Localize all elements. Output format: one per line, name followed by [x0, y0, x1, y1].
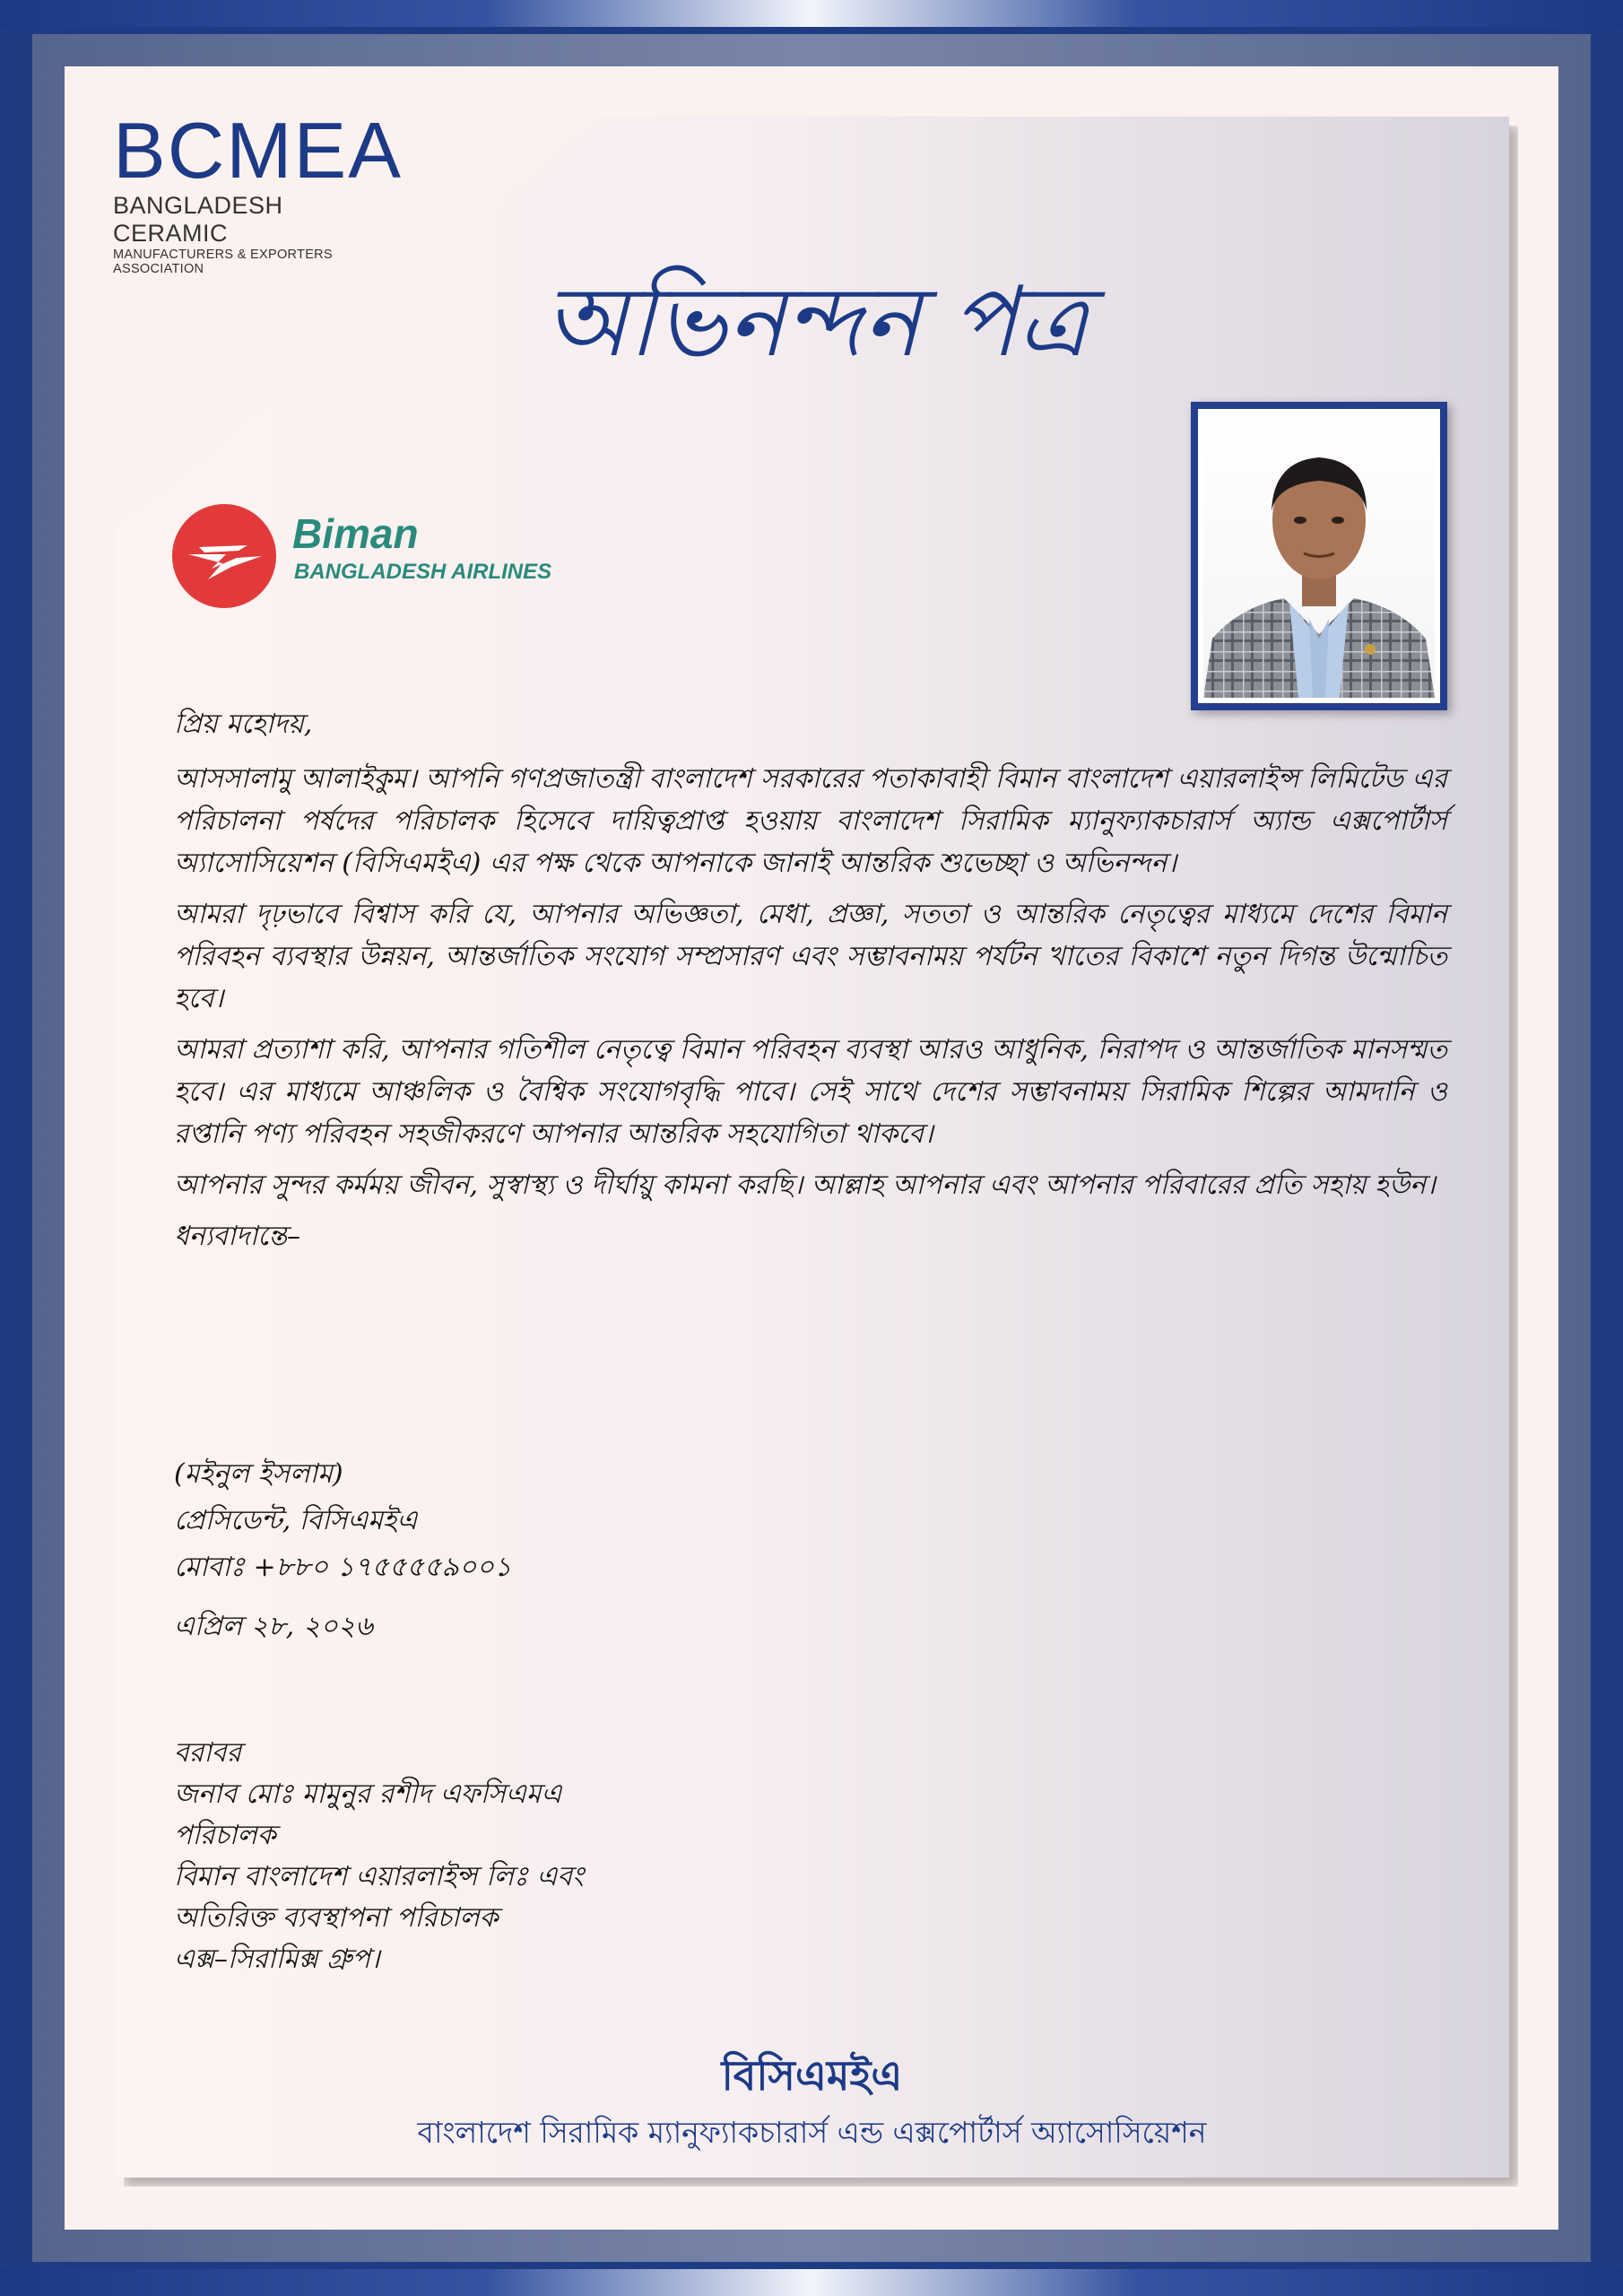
footer-org-full: বাংলাদেশ সিরামিক ম্যানুফ্যাকচারার্স এন্ড এক্সপোর্টার্স অ্যাসোসিয়েশন [417, 2115, 1207, 2150]
footer-org-short: বিসিএমইএ [721, 2051, 903, 2100]
recipient-line: বরাবর [174, 1737, 242, 1769]
letter-body [174, 703, 1447, 1266]
bcmea-logo-subname: MANUFACTURERS & EXPORTERS ASSOCIATION [113, 248, 333, 276]
biman-logo-circle [172, 504, 276, 608]
paragraph-3: আমরা প্রত্যাশা করি, আপনার গতিশীল নেতৃত্বে বিমান পরিবহন ব্যবস্থা আরও আধুনিক, নিরাপদ ও আন্তর্জাতিক মানসম্মত হবে। এর মাধ্যমে আঞ্চলিক ও বৈশ্বিক সংযোগবৃদ্ধি পাবে। সেই সাথে দেশের সম্ভাবনাময় সিরামিক শিল্পের আমদানি ও রপ্তানি পণ্য পরিবহন সহজীকরণে আপনার আন্তরিক সহযোগিতা থাকবে। [174, 1034, 1447, 1150]
paragraph-2: আমরা দৃঢ়ভাবে বিশ্বাস করি যে, আপনার অভিজ্ঞতা, মেধা, প্রজ্ঞা, সততা ও আন্তরিক নেতৃত্বের মাধ্যমে দেশের বিমান পরিবহন ব্যবস্থার উন্নয়ন, আন্তর্জাতিক সংযোগ সম্প্রসারণ এবং সম্ভাবনাময় পর্যটন খাতের বিকাশে নতুন দিগন্ত উন্মোচিত হবে। [174, 899, 1447, 1014]
salutation: প্রিয় মহোদয়, [174, 709, 313, 740]
portrait-photo [1203, 414, 1435, 698]
biman-logo-word: Biman [292, 510, 419, 557]
recipient-line: বিমান বাংলাদেশ এয়ারলাইন্স লিঃ এবং [174, 1861, 584, 1892]
top-border [0, 0, 1623, 27]
signature-block [174, 1451, 511, 1650]
signatory-mobile: মোবাঃ +৮৮০ ১৭৫৫৫৫৯০০১ [174, 1552, 512, 1583]
signatory-designation: প্রেসিডেন্ট, বিসিএমইএ [174, 1505, 418, 1536]
biman-logo [172, 504, 567, 610]
bcmea-logo-left: BC [113, 106, 227, 195]
biman-logo-sub: BANGLADESH AIRLINES [294, 560, 552, 584]
paragraph-4: আপনার সুন্দর কর্মময় জীবন, সুস্বাস্থ্য ও দীর্ঘায়ু কামনা করছি। আল্লাহ আপনার এবং আপনার পরিবারের প্রতি সহায় হউন। [174, 1170, 1436, 1201]
letter-date: এপ্রিল ২৮, ২০২৬ [174, 1611, 373, 1642]
recipient-line: পরিচালক [174, 1820, 276, 1851]
portrait-frame [1191, 402, 1447, 710]
bcmea-logo [113, 106, 403, 276]
bottom-border [0, 2269, 1623, 2296]
paragraph-1: আসসালামু আলাইকুম। আপনি গণপ্রজাতন্ত্রী বাংলাদেশ সরকারের পতাকাবাহী বিমান বাংলাদেশ এয়ারলাইন্স লিমিটেড এর পরিচালনা পর্ষদের পরিচালক হিসেবে দায়িত্বপ্রাপ্ত হওয়ায় বাংলাদেশ সিরামিক ম্যানুফ্যাকচারার্স অ্যান্ড এক্সপোর্টার্স অ্যাসোসিয়েশন (বিসিএমইএ) এর পক্ষ থেকে আপনাকে জানাই আন্তরিক শুভেচ্ছা ও অভিনন্দন। [174, 763, 1447, 879]
page-title: অভিনন্দন পত্র [543, 266, 1089, 378]
portrait-illustration [1203, 414, 1435, 698]
bcmea-logo-name: BANGLADESH CERAMIC [113, 192, 283, 247]
bcmea-logo-mark [113, 106, 403, 195]
bird-icon [172, 504, 276, 608]
recipient-line: অতিরিক্ত ব্যবস্থাপনা পরিচালক [174, 1902, 499, 1934]
bcmea-logo-right: MEA [226, 106, 403, 195]
recipient-line: এক্স–সিরামিক্স গ্রুপ। [174, 1944, 380, 1975]
closing: ধন্যবাদান্তে– [174, 1221, 301, 1252]
recipient-block [174, 1733, 584, 1980]
signatory-name: (মইনুল ইসলাম) [174, 1458, 343, 1490]
recipient-line: জনাব মোঃ মামুনুর রশীদ এফসিএমএ [174, 1779, 562, 1810]
